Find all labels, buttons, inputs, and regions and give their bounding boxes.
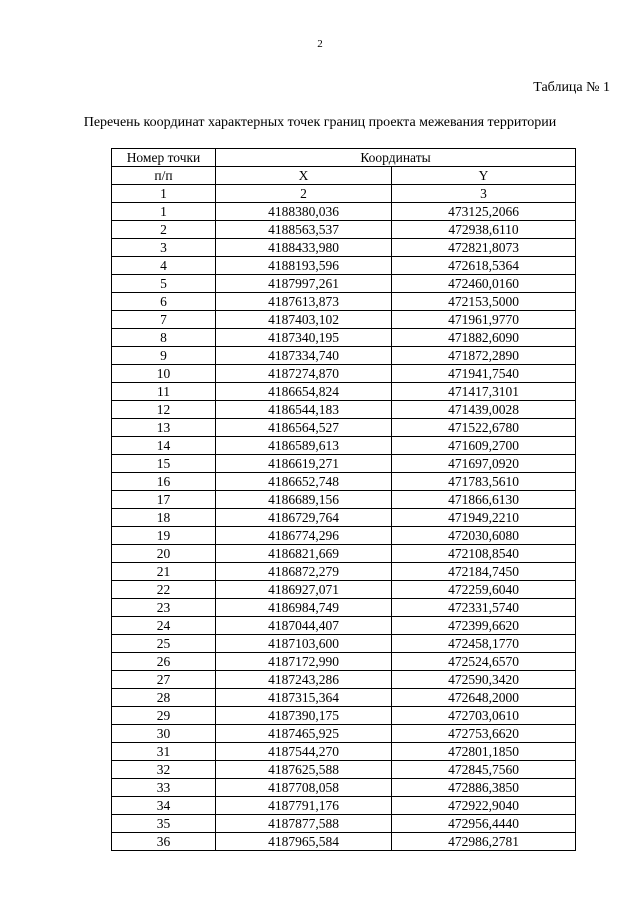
point-number-cell: 31 [112, 743, 216, 761]
x-coordinate-cell: 4188433,980 [216, 239, 392, 257]
table-row [112, 329, 576, 347]
x-coordinate-cell: 4187103,600 [216, 635, 392, 653]
point-number-cell: 8 [112, 329, 216, 347]
point-number-cell: 17 [112, 491, 216, 509]
table-row [112, 581, 576, 599]
point-number-cell: 14 [112, 437, 216, 455]
y-coordinate-cell: 472184,7450 [392, 563, 576, 581]
header-coordinates: Координаты [216, 149, 576, 167]
table-row [112, 203, 576, 221]
table-row [112, 311, 576, 329]
table-row [112, 509, 576, 527]
table-row [112, 761, 576, 779]
y-coordinate-cell: 471882,6090 [392, 329, 576, 347]
table-row [112, 527, 576, 545]
x-coordinate-cell: 4186654,824 [216, 383, 392, 401]
y-coordinate-cell: 472524,6570 [392, 653, 576, 671]
x-coordinate-cell: 4188380,036 [216, 203, 392, 221]
x-coordinate-cell: 4187172,990 [216, 653, 392, 671]
table-label: Таблица № 1 [533, 80, 610, 95]
table-row [112, 707, 576, 725]
page-number: 2 [317, 38, 323, 50]
y-coordinate-cell: 472703,0610 [392, 707, 576, 725]
column-index-cell: 1 [112, 185, 216, 203]
point-number-cell: 2 [112, 221, 216, 239]
x-coordinate-cell: 4187315,364 [216, 689, 392, 707]
y-coordinate-cell: 471872,2890 [392, 347, 576, 365]
point-number-cell: 25 [112, 635, 216, 653]
column-index-cell: 2 [216, 185, 392, 203]
x-coordinate-cell: 4187997,261 [216, 275, 392, 293]
point-number-cell: 27 [112, 671, 216, 689]
point-number-cell: 33 [112, 779, 216, 797]
y-coordinate-cell: 471439,0028 [392, 401, 576, 419]
table-row [112, 383, 576, 401]
y-coordinate-cell: 471961,9770 [392, 311, 576, 329]
header-point-number: Номер точки [112, 149, 216, 167]
y-coordinate-cell: 472618,5364 [392, 257, 576, 275]
document-title: Перечень координат характерных точек границ проекта межевания территории [83, 115, 557, 130]
x-coordinate-cell: 4187965,584 [216, 833, 392, 851]
point-number-cell: 35 [112, 815, 216, 833]
point-number-cell: 16 [112, 473, 216, 491]
point-number-cell: 11 [112, 383, 216, 401]
point-number-cell: 32 [112, 761, 216, 779]
table-row [112, 689, 576, 707]
table-row [112, 797, 576, 815]
x-coordinate-cell: 4187274,870 [216, 365, 392, 383]
point-number-cell: 3 [112, 239, 216, 257]
x-coordinate-cell: 4186729,764 [216, 509, 392, 527]
y-coordinate-cell: 472922,9040 [392, 797, 576, 815]
y-coordinate-cell: 472030,6080 [392, 527, 576, 545]
table-row [112, 455, 576, 473]
x-coordinate-cell: 4186984,749 [216, 599, 392, 617]
point-number-cell: 12 [112, 401, 216, 419]
y-coordinate-cell: 472108,8540 [392, 545, 576, 563]
y-coordinate-cell: 472821,8073 [392, 239, 576, 257]
table-row [112, 653, 576, 671]
y-coordinate-cell: 472753,6620 [392, 725, 576, 743]
y-coordinate-cell: 471522,6780 [392, 419, 576, 437]
point-number-cell: 4 [112, 257, 216, 275]
header-x: X [216, 167, 392, 185]
point-number-cell: 18 [112, 509, 216, 527]
table-row [112, 365, 576, 383]
y-coordinate-cell: 472956,4440 [392, 815, 576, 833]
y-coordinate-cell: 472399,6620 [392, 617, 576, 635]
point-number-cell: 19 [112, 527, 216, 545]
y-coordinate-cell: 471783,5610 [392, 473, 576, 491]
table-row [112, 599, 576, 617]
point-number-cell: 22 [112, 581, 216, 599]
point-number-cell: 10 [112, 365, 216, 383]
y-coordinate-cell: 471609,2700 [392, 437, 576, 455]
x-coordinate-cell: 4187465,925 [216, 725, 392, 743]
table-row [112, 545, 576, 563]
point-number-cell: 20 [112, 545, 216, 563]
y-coordinate-cell: 472458,1770 [392, 635, 576, 653]
table-row [112, 401, 576, 419]
table-row [112, 491, 576, 509]
table-row [112, 779, 576, 797]
point-number-cell: 29 [112, 707, 216, 725]
table-row [112, 293, 576, 311]
point-number-cell: 15 [112, 455, 216, 473]
table-row [112, 239, 576, 257]
x-coordinate-cell: 4187334,740 [216, 347, 392, 365]
x-coordinate-cell: 4187403,102 [216, 311, 392, 329]
y-coordinate-cell: 472460,0160 [392, 275, 576, 293]
table-row [112, 473, 576, 491]
table-row [112, 743, 576, 761]
x-coordinate-cell: 4187243,286 [216, 671, 392, 689]
x-coordinate-cell: 4188193,596 [216, 257, 392, 275]
x-coordinate-cell: 4186872,279 [216, 563, 392, 581]
x-coordinate-cell: 4187625,588 [216, 761, 392, 779]
y-coordinate-cell: 471417,3101 [392, 383, 576, 401]
y-coordinate-cell: 472938,6110 [392, 221, 576, 239]
x-coordinate-cell: 4186821,669 [216, 545, 392, 563]
column-index-row [112, 185, 576, 203]
table-body [112, 203, 576, 851]
x-coordinate-cell: 4187613,873 [216, 293, 392, 311]
table-row [112, 563, 576, 581]
y-coordinate-cell: 471949,2210 [392, 509, 576, 527]
y-coordinate-cell: 472259,6040 [392, 581, 576, 599]
table-row [112, 347, 576, 365]
point-number-cell: 21 [112, 563, 216, 581]
point-number-cell: 1 [112, 203, 216, 221]
y-coordinate-cell: 471866,6130 [392, 491, 576, 509]
table-row [112, 617, 576, 635]
x-coordinate-cell: 4187044,407 [216, 617, 392, 635]
point-number-cell: 34 [112, 797, 216, 815]
y-coordinate-cell: 472986,2781 [392, 833, 576, 851]
y-coordinate-cell: 473125,2066 [392, 203, 576, 221]
y-coordinate-cell: 472801,1850 [392, 743, 576, 761]
y-coordinate-cell: 472590,3420 [392, 671, 576, 689]
table-row [112, 671, 576, 689]
y-coordinate-cell: 471941,7540 [392, 365, 576, 383]
point-number-cell: 36 [112, 833, 216, 851]
x-coordinate-cell: 4186544,183 [216, 401, 392, 419]
x-coordinate-cell: 4187390,175 [216, 707, 392, 725]
table-row [112, 257, 576, 275]
x-coordinate-cell: 4186589,613 [216, 437, 392, 455]
header-y: Y [392, 167, 576, 185]
column-index-cell: 3 [392, 185, 576, 203]
y-coordinate-cell: 472886,3850 [392, 779, 576, 797]
point-number-cell: 7 [112, 311, 216, 329]
table-row [112, 221, 576, 239]
x-coordinate-cell: 4188563,537 [216, 221, 392, 239]
x-coordinate-cell: 4186927,071 [216, 581, 392, 599]
point-number-cell: 23 [112, 599, 216, 617]
x-coordinate-cell: 4187877,588 [216, 815, 392, 833]
x-coordinate-cell: 4186774,296 [216, 527, 392, 545]
header-row-axes [112, 167, 576, 185]
point-number-cell: 6 [112, 293, 216, 311]
y-coordinate-cell: 472845,7560 [392, 761, 576, 779]
y-coordinate-cell: 472153,5000 [392, 293, 576, 311]
x-coordinate-cell: 4186652,748 [216, 473, 392, 491]
table-row [112, 635, 576, 653]
y-coordinate-cell: 471697,0920 [392, 455, 576, 473]
point-number-cell: 13 [112, 419, 216, 437]
point-number-cell: 30 [112, 725, 216, 743]
table-row [112, 437, 576, 455]
table-row [112, 833, 576, 851]
table-row [112, 419, 576, 437]
header-row-top [112, 149, 576, 167]
header-point-pp: п/п [112, 167, 216, 185]
y-coordinate-cell: 472331,5740 [392, 599, 576, 617]
x-coordinate-cell: 4186689,156 [216, 491, 392, 509]
point-number-cell: 28 [112, 689, 216, 707]
table-row [112, 815, 576, 833]
coordinates-table [111, 148, 576, 851]
x-coordinate-cell: 4187340,195 [216, 329, 392, 347]
x-coordinate-cell: 4186564,527 [216, 419, 392, 437]
table-row [112, 275, 576, 293]
y-coordinate-cell: 472648,2000 [392, 689, 576, 707]
point-number-cell: 5 [112, 275, 216, 293]
point-number-cell: 26 [112, 653, 216, 671]
x-coordinate-cell: 4186619,271 [216, 455, 392, 473]
x-coordinate-cell: 4187708,058 [216, 779, 392, 797]
point-number-cell: 24 [112, 617, 216, 635]
point-number-cell: 9 [112, 347, 216, 365]
x-coordinate-cell: 4187791,176 [216, 797, 392, 815]
x-coordinate-cell: 4187544,270 [216, 743, 392, 761]
table-row [112, 725, 576, 743]
